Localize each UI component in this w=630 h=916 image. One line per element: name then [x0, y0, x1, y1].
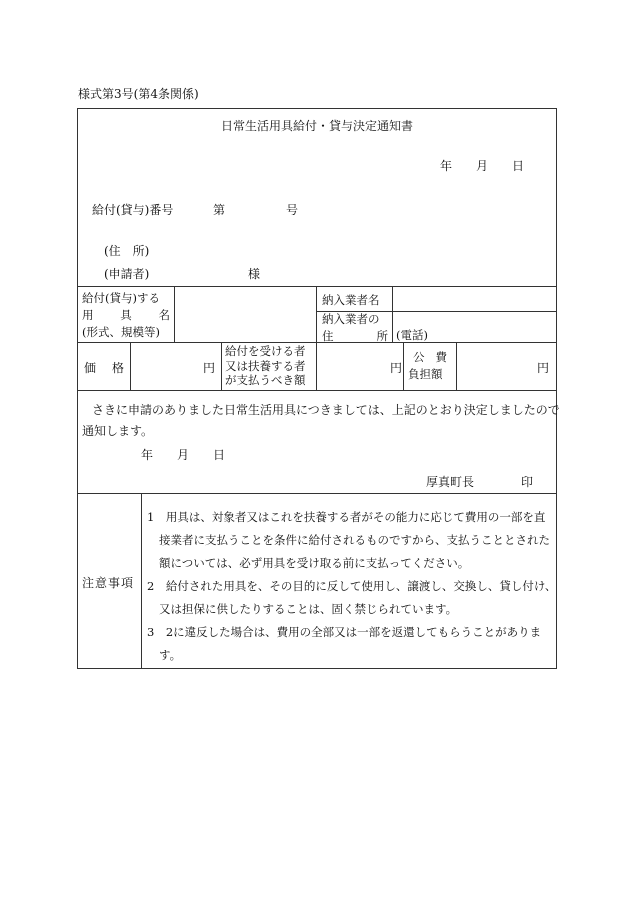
number-label: 給付(貸与)番号 [92, 203, 174, 217]
divider-notes-top [77, 493, 557, 494]
date-top [440, 157, 524, 174]
item-label-line3: (形式、規模等) [82, 325, 160, 339]
divider-vendor-value [392, 286, 393, 342]
date-top-month: 月 [476, 159, 489, 173]
divider-price-top [77, 342, 557, 343]
note-line: 額については、必ず用具を受け取る前に支払ってください。 [159, 556, 470, 570]
notes-label: 注意事項 [82, 576, 135, 590]
date-bottom-year: 年 [141, 448, 154, 462]
address-label: (住 所) [104, 244, 150, 258]
public-yen: 円 [537, 361, 550, 375]
seal-mark: 印 [521, 475, 534, 489]
note-line: 接業者に支払うことを条件に給付されるものですから、支払うこととされた [159, 533, 550, 547]
note-line: 3 2に違反した場合は、費用の全部又は一部を返還してもらうことがありま [147, 625, 542, 639]
note-line: 又は担保に供したりすることは、固く禁じられています。 [159, 602, 458, 616]
price-label: 価 格 [84, 361, 124, 375]
notice-text-line2: 通知します。 [82, 424, 154, 438]
note-line: 2 給付された用具を、その目的に反して使用し、譲渡し、交換し、貸し付け、 [147, 579, 557, 593]
date-top-day: 日 [512, 159, 525, 173]
divider-copay-label [221, 342, 222, 390]
date-bottom-month: 月 [177, 448, 190, 462]
document-title: 日常生活用具給付・貸与決定通知書 [220, 119, 413, 133]
price-yen: 円 [203, 361, 216, 375]
number-go: 号 [286, 203, 299, 217]
number-dai: 第 [213, 203, 226, 217]
divider-public-value [456, 342, 457, 390]
copay-label: 給付を受ける者 又は扶養する者 が支払うべき額 [225, 344, 306, 387]
phone-label: (電話) [396, 328, 428, 342]
public-burden-label: 公 費 負担額 [408, 350, 447, 381]
note-line: 1 用具は、対象者又はこれを扶養する者がその能力に応じて費用の一部を直 [147, 510, 546, 524]
date-bottom [141, 446, 225, 463]
divider-vendor [316, 286, 317, 342]
divider-notes-label [141, 493, 142, 669]
applicant-label: (申請者) [104, 267, 150, 281]
divider-item-top [77, 286, 557, 287]
note-line: す。 [159, 648, 182, 662]
item-label-line1: 給付(貸与)する [82, 291, 160, 305]
honorific-sama: 様 [248, 267, 261, 281]
item-label-line2: 用 具 名 [82, 308, 170, 322]
divider-price-label [130, 342, 131, 390]
item-label [82, 290, 170, 341]
notice-text-line1: さきに申請のありました日常生活用具につきましては、上記のとおり決定しましたので [92, 403, 560, 417]
date-top-year: 年 [440, 159, 453, 173]
divider-notice-top [77, 390, 557, 391]
form-number-label: 様式第3号(第4条関係) [78, 87, 199, 101]
vendor-address-label: 納入業者の 住 所 [322, 312, 388, 343]
divider-item-label [174, 286, 175, 342]
divider-public-label [403, 342, 404, 390]
date-bottom-day: 日 [213, 448, 226, 462]
copay-yen: 円 [390, 361, 403, 375]
mayor-title: 厚真町長 [426, 475, 475, 489]
divider-copay-value [316, 342, 317, 390]
vendor-name-label: 納入業者名 [322, 293, 380, 307]
